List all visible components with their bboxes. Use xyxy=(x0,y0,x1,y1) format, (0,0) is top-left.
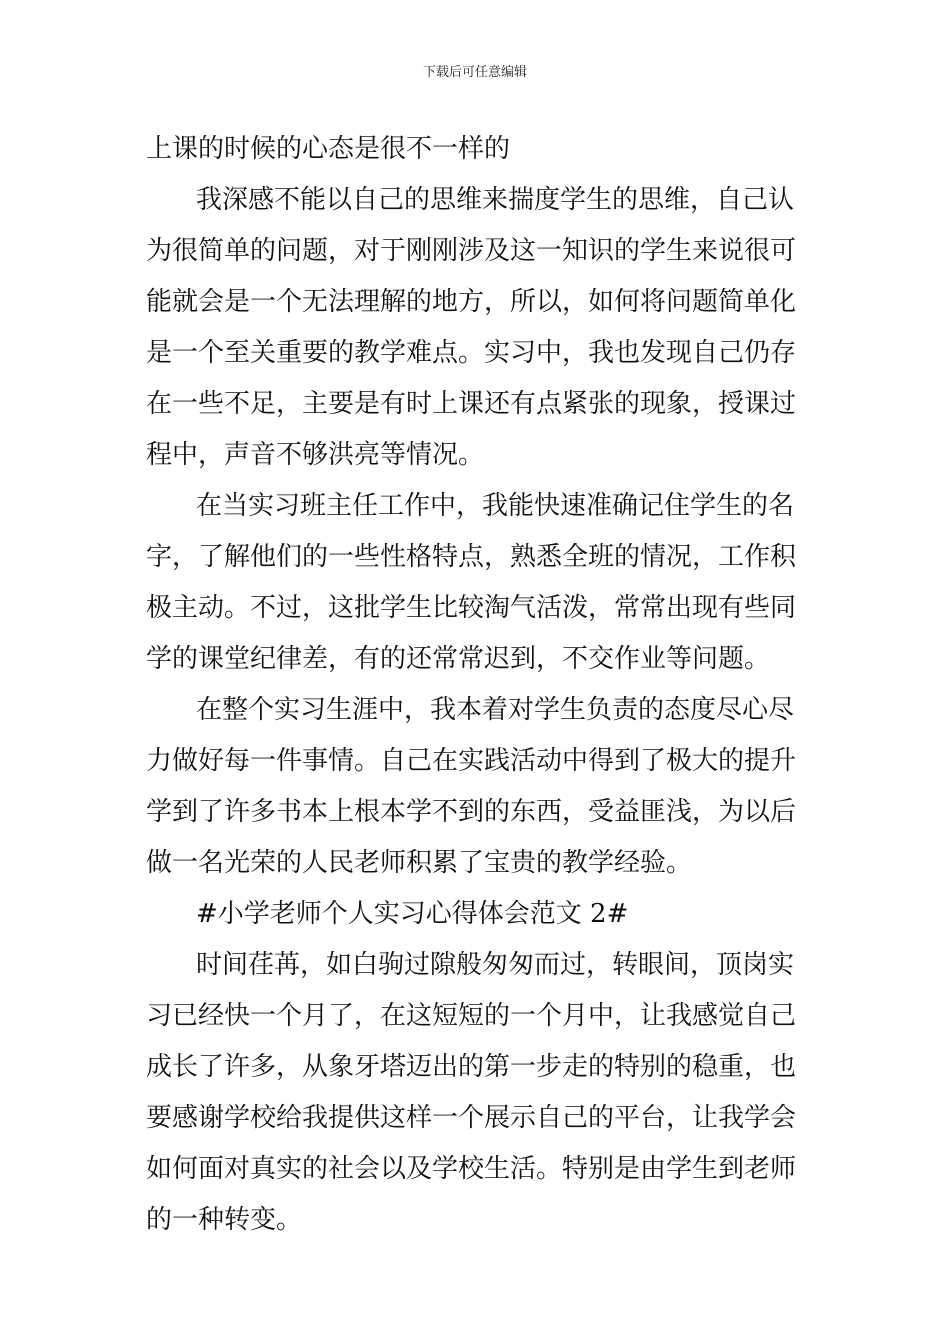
document-body xyxy=(146,124,806,1246)
text-line: 在一些不足，主要是有时上课还有点紧张的现象，授课过 xyxy=(146,389,797,419)
paragraph-start-line: 在当实习班主任工作中，我能快速准确记住学生的名 xyxy=(196,491,795,521)
header-note: 下载后可任意编辑 xyxy=(422,65,527,80)
text-line: 字，了解他们的一些性格特点，熟悉全班的情况，工作积 xyxy=(146,542,797,572)
text-line: 是一个至关重要的教学难点。实习中，我也发现自己仍存 xyxy=(146,338,797,368)
text-line: 要感谢学校给我提供这样一个展示自己的平台，让我学会 xyxy=(146,1103,797,1133)
paragraph-start-line: 我深感不能以自己的思维来揣度学生的思维，自己认 xyxy=(196,185,795,215)
text-line: 做一名光荣的人民老师积累了宝贵的教学经验。 xyxy=(146,848,693,878)
text-line: 的一种转变。 xyxy=(146,1205,303,1235)
text-line: 上课的时候的心态是很不一样的 xyxy=(146,134,511,164)
text-line: 力做好每一件事情。自己在实践活动中得到了极大的提升 xyxy=(146,746,797,776)
paragraph-start-line: 在整个实习生涯中，我本着对学生负责的态度尽心尽 xyxy=(196,695,795,725)
text-line: 程中，声音不够洪亮等情况。 xyxy=(146,440,485,470)
text-line: 极主动。不过，这批学生比较淘气活泼，常常出现有些同 xyxy=(146,593,797,623)
paragraph-start-line: 时间荏苒，如白驹过隙般匆匆而过，转眼间，顶岗实 xyxy=(196,950,795,980)
text-line: 成长了许多，从象牙塔迈出的第一步走的特别的稳重，也 xyxy=(146,1052,797,1082)
text-line: 学到了许多书本上根本学不到的东西，受益匪浅，为以后 xyxy=(146,797,797,827)
text-line: 习已经快一个月了，在这短短的一个月中，让我感觉自己 xyxy=(146,1001,797,1031)
text-line: 学的课堂纪律差，有的还常常迟到，不交作业等问题。 xyxy=(146,644,771,674)
text-line: 如何面对真实的社会以及学校生活。特别是由学生到老师 xyxy=(146,1154,797,1184)
section-heading-line: #小学老师个人实习心得体会范文 2# xyxy=(196,899,629,929)
text-line: 为很简单的问题，对于刚刚涉及这一知识的学生来说很可 xyxy=(146,236,797,266)
text-line: 能就会是一个无法理解的地方，所以，如何将问题简单化 xyxy=(146,287,797,317)
